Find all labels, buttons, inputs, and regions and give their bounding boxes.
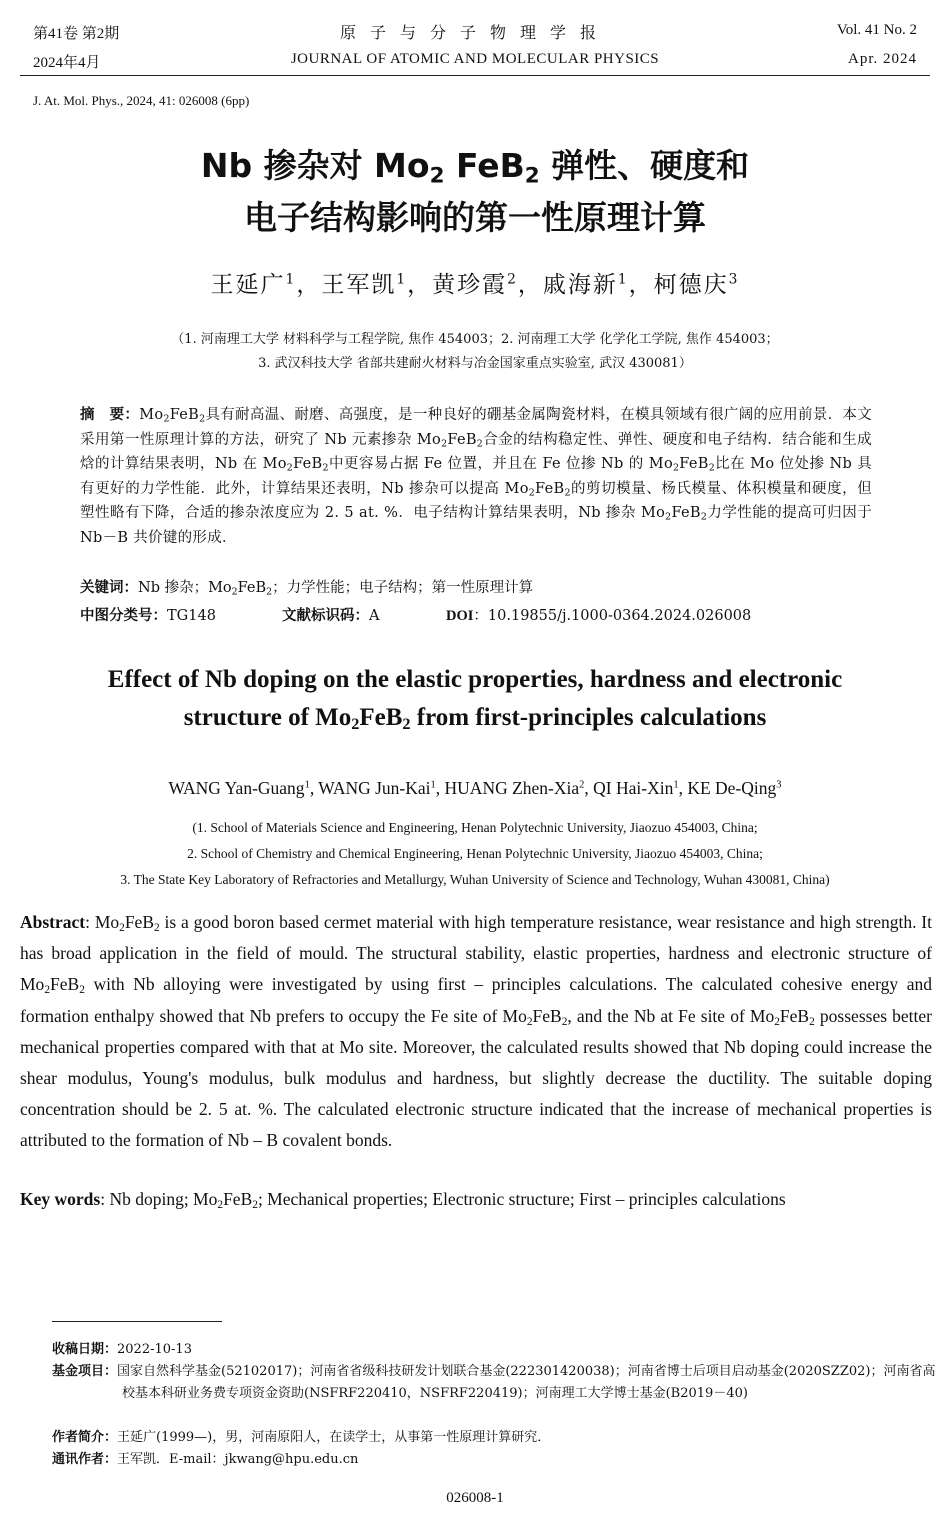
volume-en: Vol. 41 No. 2: [836, 22, 917, 38]
footnote-fund: 基金项目：国家自然科学基金(52102017)；河南省省级科技研发计划联合基金(222301420038)；河南省博士后项目启动基金(2020SZZ02)；河南省高校基本科研业务费专项资金资助(NSFRF220410，NSFRF220419)；河南理工大学博士基金(B2019－40): [52, 1364, 936, 1401]
citation: J. At. Mol. Phys., 2024, 41: 026008 (6pp): [33, 93, 250, 108]
en-affiliation-line2: 2. School of Chemistry and Chemical Engineering, Henan Polytechnic University, Jiaozuo 454003, China;: [187, 846, 763, 861]
en-abstract: Abstract: $Mo_2FeB_2$ is a good boron based cermet material with high temperature resistance, wear resistance and high strength. It has broad application in the field of mould. The structural stability, elastic properties, hardness and electronic structure of $Mo_2FeB_2$ with Nb alloying were investigated by using first – principles calculations. The calculated cohesive energy and formation enthalpy showed that Nb prefers to occupy the Fe site of $Mo_2FeB_2$, and the Nb at Fe site of $Mo_2FeB_2$ possesses better mechanical properties compared with that at Mo site. Moreover, the calculated results showed that Nb doping could increase the shear modulus, Young's modulus, bulk modulus and hardness, but slightly decrease the ductility. The suitable doping concentration should be 2. 5 at. %. The calculated electronic structure indicated that the increase of mechanical properties is attributed to the formation of Nb – B covalent bonds.: [20, 912, 932, 1151]
cn-abstract-label: 摘 要：: [80, 407, 140, 423]
date-cn: 2024年4月: [33, 55, 101, 71]
journal-title-en: JOURNAL OF ATOMIC AND MOLECULAR PHYSICS: [290, 51, 660, 67]
cn-title-line2: 电子结构影响的第一性原理计算: [244, 198, 706, 237]
cn-author: 戚海新: [542, 272, 618, 298]
en-abstract-label: Abstract: [20, 912, 86, 932]
footnote-corresponding: 通讯作者：王军凯．E-mail：jkwang@hpu.edu.cn: [52, 1452, 359, 1467]
en-author: WANG Yan-Guang: [168, 778, 305, 798]
issue-cn: 第41卷 第2期: [33, 26, 120, 42]
en-title-line2: structure of $Mo_2FeB_2$ from first-principles calculations: [183, 704, 767, 734]
en-title-line1: Effect of Nb doping on the elastic properties, hardness and electronic: [107, 666, 843, 693]
cn-title-line1: Nb 掺杂对 $Mo_2$ FeB$_2$ 弹性、硬度和: [200, 146, 750, 189]
en-author: HUANG Zhen-Xia: [444, 778, 580, 798]
cn-keywords: 关键词：Nb 掺杂；$Mo_2FeB_2$；力学性能；电子结构；第一性原理计算: [80, 580, 534, 598]
en-author: QI Hai-Xin: [593, 778, 674, 798]
cn-classification: 中图分类号：TG148: [80, 608, 216, 624]
en-affiliation-line3: 3. The State Key Laboratory of Refractories and Metallurgy, Wuhan University of Science and Technology, Wuhan 430081, China): [120, 872, 830, 887]
cn-author: 黄珍霞: [432, 272, 508, 298]
en-keywords: Key words: Nb doping; $Mo_2FeB_2$; Mechanical properties; Electronic structure; First – principles calculations: [20, 1189, 786, 1211]
footnote-rule: [52, 1321, 222, 1322]
footnote-received: 收稿日期：2022-10-13: [52, 1342, 192, 1357]
cn-abstract: 摘 要：$Mo_2FeB_2$具有耐高温、耐磨、高强度，是一种良好的硼基金属陶瓷材料，在模具领域有很广阔的应用前景．本文采用第一性原理计算的方法，研究了 Nb 元素掺杂 $Mo_2FeB_2$合金的结构稳定性、弹性、硬度和电子结构．结合能和生成焓的计算结果表明，Nb 在 $Mo_2FeB_2$中更容易占据 Fe 位置，并且在 Fe 位掺 Nb 的 $Mo_2FeB_2$比在 Mo 位处掺 Nb 具有更好的力学性能．此外，计算结果还表明，Nb 掺杂可以提高 $Mo_2FeB_2$的剪切模量、杨氏模量、体积模量和硬度，但塑性略有下降，合适的掺杂浓度应为 2. 5 at. %．电子结构计算结果表明，Nb 掺杂 $Mo_2FeB_2$力学性能的提高可归因于 Nb－B 共价键的形成．: [80, 407, 872, 546]
footnote-author: 作者简介：王延广(1999—)，男，河南原阳人，在读学士，从事第一性原理计算研究．: [52, 1430, 551, 1445]
date-en: Apr. 2024: [848, 51, 917, 67]
cn-author: 王延广: [210, 272, 286, 298]
header-rule: [20, 75, 930, 76]
en-author: KE De-Qing: [687, 778, 777, 798]
cn-author: 王军凯: [321, 272, 397, 298]
journal-title-cn: 原子与分子物理学报: [339, 25, 610, 42]
en-author: WANG Jun-Kai: [318, 778, 431, 798]
cn-author: 柯德庆: [653, 272, 729, 298]
en-affiliation-line1: (1. School of Materials Science and Engineering, Henan Polytechnic University, Jiaozuo 454003, China;: [192, 820, 758, 835]
page-number: 026008-1: [446, 1490, 504, 1506]
en-authors: WANG Yan-Guang$^1$, WANG Jun-Kai$^1$, HUANG Zhen-Xia$^2$, QI Hai-Xin$^1$, KE De-Qing$^3$: [168, 778, 782, 798]
doi: DOI：10.19855/j.1000-0364.2024.026008: [446, 608, 752, 624]
cn-authors: 王延广$^1$，王军凯$^1$，黄珍霞$^2$，戚海新$^1$，柯德庆$^3$: [210, 271, 740, 298]
cn-document-code: 文献标识码：A: [282, 608, 380, 624]
cn-affiliation-line2: 3. 武汉科技大学 省部共建耐火材料与冶金国家重点实验室, 武汉 430081）: [258, 356, 692, 371]
cn-affiliation-line1: （1. 河南理工大学 材料科学与工程学院, 焦作 454003；2. 河南理工大学 化学化工学院, 焦作 454003；: [171, 332, 779, 347]
